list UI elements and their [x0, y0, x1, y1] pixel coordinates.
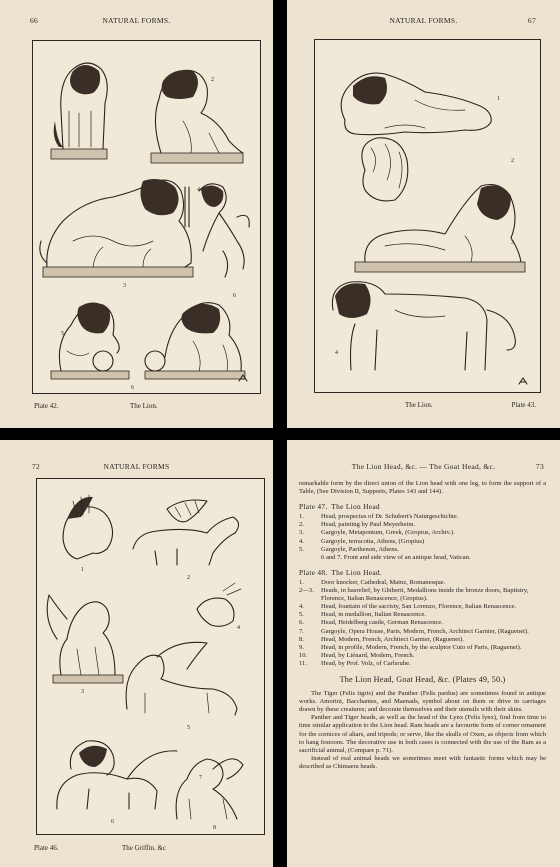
figure-number: 3 — [123, 283, 126, 289]
plate-47-list — [299, 513, 546, 562]
item-number: 4. — [299, 603, 304, 611]
winged-griffin-right-figure — [133, 500, 239, 565]
walking-lion-figure — [332, 282, 515, 370]
item-number: 8. — [299, 635, 304, 643]
plate-illustration — [32, 40, 261, 394]
running-head: NATURAL FORMS — [103, 462, 170, 471]
list-item — [299, 660, 546, 668]
item-number: 6. — [299, 619, 304, 627]
plate-label: Plate 42. — [34, 402, 59, 410]
lion-with-ball-left-figure — [51, 302, 129, 379]
plate-illustration — [36, 478, 265, 835]
item-number: 9. — [299, 643, 304, 651]
list-item — [299, 529, 546, 537]
griffin-drawings — [37, 479, 264, 834]
lion-tomb-figure — [355, 185, 525, 273]
item-text: Head, fountain of the sacristy, San Lorenzo, Florence, Italian Renascence. — [321, 603, 517, 611]
item-number: 1. — [299, 513, 304, 521]
monogram-icon — [519, 378, 527, 384]
item-number — [299, 554, 321, 562]
body-paragraph: The Tiger (Felis tigris) and the Panther (Felis pardus) are sometimes found in antique works. Amorini, Bacchantes, and Maenads, symbol about on them or drive in carriages drawn by these creatures; and decorate themselves and their utensils with their skins. — [299, 690, 546, 714]
lion-sculptures-drawing — [315, 40, 540, 392]
list-item — [299, 644, 546, 652]
list-item — [299, 546, 546, 554]
sitting-lion-profile-figure — [151, 70, 243, 163]
griffin-helmet-figure — [63, 495, 113, 559]
sitting-lion-front-figure — [51, 63, 107, 159]
winged-griffin-large-figure — [57, 741, 177, 809]
list-item — [299, 636, 546, 644]
text-body — [299, 480, 546, 771]
item-number: 5. — [299, 611, 304, 619]
item-number: 1. — [299, 578, 304, 586]
figure-number: 7 — [199, 775, 202, 781]
list-item — [299, 521, 546, 529]
item-number: 11. — [299, 659, 307, 667]
page-73 — [287, 440, 560, 867]
item-text: Head, by Prof. Volz, of Carlsruhe. — [321, 659, 411, 667]
page-header — [287, 16, 560, 30]
item-text: Head, prospectus of Dr. Schubert's Naturgeschichte. — [321, 513, 459, 521]
running-head: The Lion Head, &c. — The Goat Head, &c. — [351, 462, 496, 471]
item-number: 7. — [299, 627, 304, 635]
item-text: Heads, in basrelief, by Ghiberti, Medallions inside the bronze doors, Baptistry, Florence, Italian Renascence, (Gropius). — [321, 587, 529, 603]
plate-caption: The Griffin. &c — [122, 844, 166, 852]
griffin-crouching-figure — [126, 642, 237, 715]
page-number: 72 — [32, 462, 41, 471]
plate-label: Plate 46. — [34, 844, 59, 852]
list-item — [299, 611, 546, 619]
list-item — [299, 628, 546, 636]
figure-number: 3 — [511, 240, 514, 246]
figure-number: 1 — [497, 96, 500, 102]
figure-number: 6 — [131, 385, 134, 391]
griffin-head-small-figure — [197, 583, 241, 626]
page-72 — [0, 440, 273, 867]
list-item — [299, 538, 546, 546]
item-number: 10. — [299, 651, 308, 659]
figure-number: 4 — [237, 625, 240, 631]
item-text: Gargoyle, Opera House, Paris, Modern, French, Architect Garnier, (Raguenet). — [321, 627, 529, 635]
body-paragraph: Instead of real animal heads we sometimes meet with fantastic forms which may be described as Chimaera heads. — [299, 754, 546, 770]
plate-illustration — [314, 39, 541, 393]
list-item — [299, 652, 546, 660]
item-text: Head, in profile, Modern, French, by the sculptor Cuto of Paris, (Raguenet). — [321, 643, 522, 651]
figure-number: 2 — [511, 158, 514, 164]
plate-caption: The Lion. — [130, 402, 158, 410]
plate-48-heading: Plate 48. The Lion Head. — [299, 567, 383, 577]
item-text: Gargoyle, terracotta, Athens, (Gropius) — [321, 537, 425, 545]
plate-48-list — [299, 579, 546, 668]
intro-paragraph: remarkable form by the direct union of the Lion head with one leg, to form the support of a Table, (See Division II, Supports, Plates 143 and 144). — [299, 480, 546, 496]
page-header — [0, 462, 273, 476]
griffin-sitting-figure — [47, 595, 123, 683]
item-text: Head, Heidelberg castle, German Renascence. — [321, 619, 443, 627]
figure-number: 6 — [233, 293, 236, 299]
page-number: 66 — [30, 16, 39, 25]
running-head: NATURAL FORMS. — [102, 16, 171, 25]
lion-sculptures-drawing — [33, 41, 260, 393]
figure-number: 2 — [187, 575, 190, 581]
figure-number: 5 — [187, 725, 190, 731]
item-number: 4. — [299, 537, 304, 545]
rampant-lion-figure — [185, 184, 249, 277]
list-item — [299, 513, 546, 521]
figure-number: 5 — [61, 331, 64, 337]
running-head: NATURAL FORMS. — [389, 16, 458, 25]
winged-sphinx-figure — [176, 759, 243, 819]
item-number: 5. — [299, 545, 304, 553]
item-text: Gargoyle, Parthenon, Athens. — [321, 545, 399, 553]
plate-caption: The Lion. — [405, 401, 433, 409]
item-text: Head, Modern, French, Architect Garnier, (Raguenet). — [321, 635, 464, 643]
page-number: 73 — [535, 462, 544, 471]
page-number: 67 — [527, 16, 536, 25]
figure-number: 4 — [197, 187, 200, 193]
item-number: 2. — [299, 521, 304, 529]
lion-head-figure — [362, 138, 408, 201]
item-text: Door knocker, Cathedral, Mainz, Romanesque. — [321, 578, 446, 586]
item-text: Head, by Liénard, Modern, French. — [321, 651, 415, 659]
list-item — [299, 579, 546, 587]
list-item — [299, 619, 546, 627]
page-header — [0, 16, 273, 30]
reclining-lion-figure — [341, 73, 491, 135]
page-66 — [0, 0, 273, 428]
figure-number: 4 — [335, 350, 338, 356]
figure-number: 6 — [111, 819, 114, 825]
figure-number: 3 — [81, 689, 84, 695]
body-paragraph: Panther and Tiger heads, as well as the head of the Lynx (Felis lynx), find from time to time similar application to the Lion head. Ram heads are a favourite form of corner ornament for the cornices of altars, and tripods; or serve, like the skulls of Oxen, as objects from which to hang festoons. The decorative use in both cases is connected with the use of the Ram as a sacrificial animal, (Compare p. 71). — [299, 714, 546, 754]
roaring-lion-figure — [40, 179, 193, 277]
lion-with-ball-right-figure — [145, 303, 245, 379]
figure-number: 1 — [81, 567, 84, 573]
list-item — [299, 554, 546, 562]
figure-number: 2 — [211, 77, 214, 83]
item-text: Head, painting by Paul Meyerheim. — [321, 521, 416, 529]
page-header — [287, 462, 560, 476]
item-number: 3. — [299, 529, 304, 537]
list-item — [299, 603, 546, 611]
list-item — [299, 587, 546, 603]
page-67 — [287, 0, 560, 428]
item-text: Gargoyle, Metapontum, Greek, (Gropius, Archiv.). — [321, 529, 455, 537]
item-text: 6 and 7. Front and side view of an antique head, Vatican. — [321, 553, 471, 561]
item-text: Head, in medallion, Italian Renascence. — [321, 611, 426, 619]
section-heading: The Lion Head, Goat Head, &c. (Plates 49, 50.) — [339, 674, 506, 684]
item-number: 2—3. — [299, 587, 314, 595]
figure-number: 8 — [213, 825, 216, 831]
plate-47-heading: Plate 47. The Lion Head — [299, 502, 380, 512]
plate-label: Plate 43. — [511, 401, 536, 409]
